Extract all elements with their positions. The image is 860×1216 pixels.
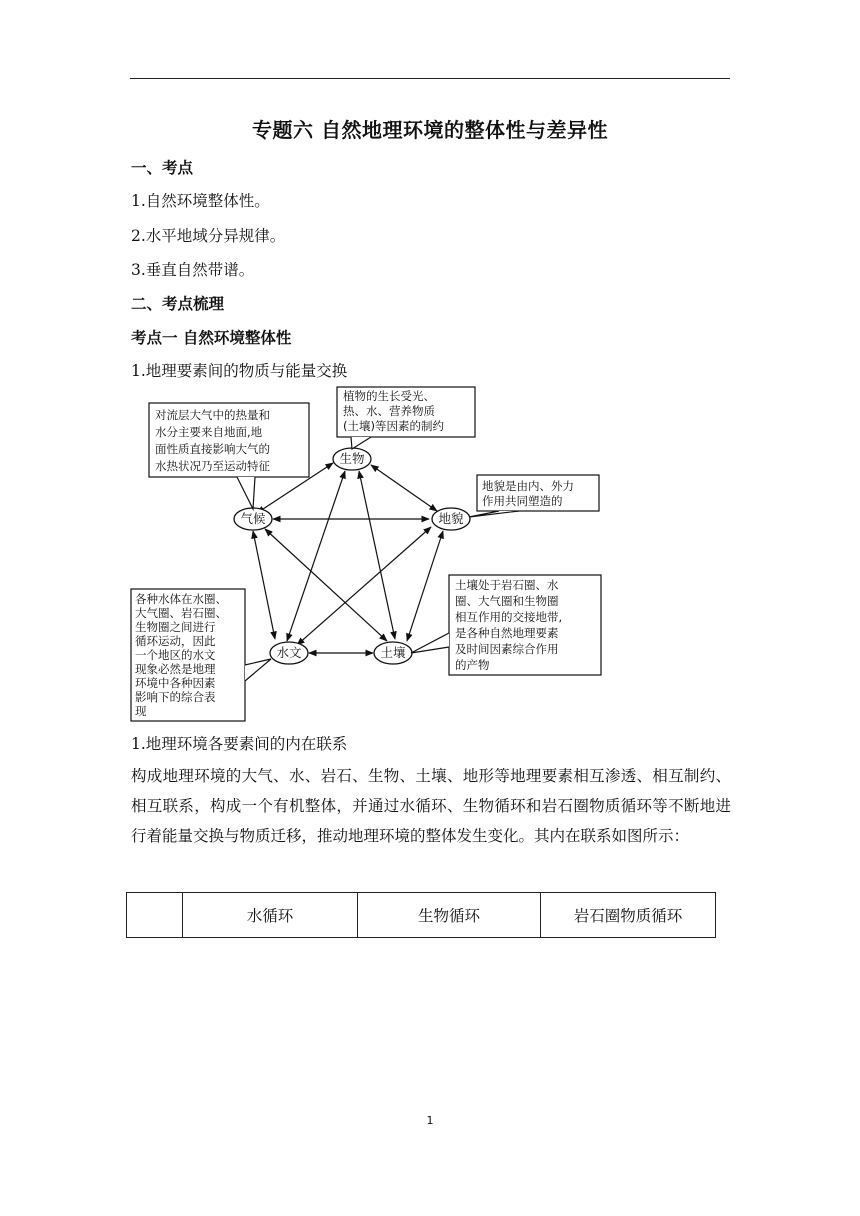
node-biology-label: 生物: [339, 451, 365, 466]
node-landform-label: 地貌: [438, 511, 464, 526]
element-interaction-diagram: [125, 383, 605, 723]
arrow-biology-soil: [359, 471, 395, 639]
note-hydrology-line: 各种水体在水圈、: [135, 592, 227, 606]
note-landform-pointer: [469, 511, 519, 517]
note-climate-line: 水热状况乃至运动特征: [155, 459, 270, 473]
table-header-cell: 岩石圈物质循环: [541, 893, 716, 938]
section-heading-shuli: 二、考点梳理: [131, 295, 225, 313]
arrow-climate-soil: [265, 529, 387, 641]
list-item: 2.水平地域分异规律。: [131, 227, 286, 245]
node-climate-label: 气候: [240, 511, 266, 526]
note-biology-line: 植物的生长受光、: [343, 389, 435, 403]
note-climate-line: 水分主要来自地面,地: [155, 425, 263, 439]
note-landform-line: 作用共同塑造的: [482, 494, 563, 508]
cycle-table: [126, 892, 716, 938]
note-soil-line: 圈、大气圈和生物圈: [455, 594, 559, 608]
list-item: 3.垂直自然带谱。: [131, 261, 255, 279]
body-paragraph: 构成地理环境的大气、水、岩石、生物、土壤、地形等地理要素相互渗透、相互制约、相互联系，构成一个有机整体，并通过水循环、生物循环和岩石圈物质循环等不断地进行着能量交换与物质迁移，推动地理环境的整体发生变化。其内在联系如图所示：: [131, 767, 731, 845]
note-soil-line: 及时间因素综合作用: [455, 642, 559, 656]
note-hydrology-line: 循环运动，因此: [135, 634, 216, 648]
node-soil-label: 土壤: [380, 645, 406, 660]
note-hydrology-line: 影响下的综合表: [135, 690, 216, 704]
note-soil-pointer: [411, 633, 449, 653]
note-climate-line: 面性质直接影响大气的: [155, 442, 270, 456]
note-hydrology-line: 大气圈、岩石圈、: [135, 606, 227, 620]
header-rule: [130, 78, 730, 79]
topic-heading: 考点一 自然环境整体性: [131, 329, 292, 347]
note-biology-pointer: [351, 437, 371, 449]
note-soil-line: 相互作用的交接地带,: [455, 610, 563, 624]
arrow-climate-hydrology: [253, 531, 275, 639]
table-header-cell: 生物循环: [358, 893, 541, 938]
note-hydrology-line: 现: [135, 704, 147, 718]
note-biology-line: 热、水、营养物质: [343, 404, 435, 418]
note-landform-line: 地貌是由内、外力: [482, 479, 574, 493]
table-header-cell: 水循环: [183, 893, 358, 938]
note-hydrology-line: 一个地区的水文: [135, 648, 216, 662]
note-hydrology-line: 环境中各种因素: [135, 676, 216, 690]
page-number: 1: [426, 1114, 434, 1127]
page-title: 专题六 自然地理环境的整体性与差异性: [252, 118, 608, 142]
arrow-biology-landform: [371, 465, 437, 511]
note-biology-line: (土壤)等因素的制约: [343, 419, 444, 433]
note-soil-line: 土壤处于岩石圈、水: [455, 578, 559, 592]
note-hydrology-line: 生物圈之间进行: [135, 620, 216, 634]
note-climate-line: 对流层大气中的热量和: [155, 408, 270, 422]
table-header-cell: [127, 893, 183, 938]
note-climate-pointer: [237, 477, 255, 509]
arrow-landform-soil: [407, 531, 443, 641]
note-soil-line: 是各种自然地理要素: [455, 626, 559, 640]
note-soil-line: 的产物: [455, 658, 490, 672]
subheading-relations: 1.地理环境各要素间的内在联系: [131, 735, 348, 753]
section-heading-kaodian: 一、考点: [131, 159, 194, 177]
table-row: [127, 893, 716, 938]
node-hydrology-label: 水文: [276, 645, 302, 660]
note-hydrology-line: 现象必然是地理: [135, 662, 216, 676]
list-item: 1.自然环境整体性。: [131, 192, 270, 210]
arrow-biology-hydrology: [287, 471, 345, 641]
note-hydrology-pointer: [245, 659, 271, 681]
subheading-exchange: 1.地理要素间的物质与能量交换: [131, 362, 348, 380]
